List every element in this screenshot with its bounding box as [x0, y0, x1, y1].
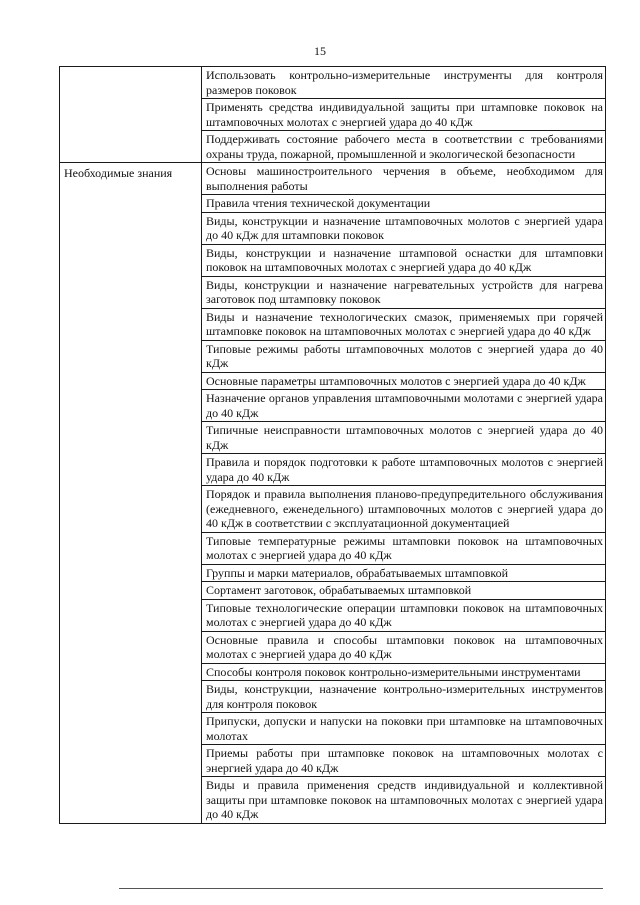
requirement-text: Порядок и правила выполнения планово-предупредительного обслуживания (ежедневного, еженедельного) штамповочных молотов с энергией удара до 40 кДж в соответствии с эксплуатационной документацией — [202, 486, 606, 533]
requirement-text: Основные параметры штамповочных молотов с энергией удара до 40 кДж — [202, 372, 606, 390]
row-group-label-empty — [60, 67, 202, 163]
requirement-text: Применять средства индивидуальной защиты при штамповке поковок на штамповочных молотах с энергией удара до 40 кДж — [202, 99, 606, 131]
requirement-text: Припуски, допуски и напуски на поковки при штамповке на штамповочных молотах — [202, 713, 606, 745]
requirement-text: Типичные неисправности штамповочных молотов с энергией удара до 40 кДж — [202, 422, 606, 454]
table-row — [60, 163, 606, 195]
requirement-text: Виды и назначение технологических смазок, применяемых при горячей штамповке поковок на штамповочных молотах с энергией удара до 40 кДж — [202, 308, 606, 340]
row-group-label: Необходимые знания — [60, 163, 202, 824]
requirement-text: Способы контроля поковок контрольно-измерительными инструментами — [202, 663, 606, 681]
bottom-rule — [119, 888, 603, 889]
requirement-text: Основные правила и способы штамповки поковок на штамповочных молотах с энергией удара до 40 кДж — [202, 631, 606, 663]
requirement-text: Виды, конструкции и назначение штамповой оснастки для штамповки поковок на штамповочных молотах с энергией удара до 40 кДж — [202, 244, 606, 276]
requirement-text: Использовать контрольно-измерительные инструменты для контроля размеров поковок — [202, 67, 606, 99]
requirement-text: Типовые режимы работы штамповочных молотов с энергией удара до 40 кДж — [202, 340, 606, 372]
requirement-text: Виды, конструкции и назначение нагревательных устройств для нагрева заготовок под штамповку поковок — [202, 276, 606, 308]
requirement-text: Приемы работы при штамповке поковок на штамповочных молотах с энергией удара до 40 кДж — [202, 745, 606, 777]
requirement-text: Группы и марки материалов, обрабатываемых штамповкой — [202, 564, 606, 582]
requirement-text: Поддерживать состояние рабочего места в соответствии с требованиями охраны труда, пожарной, промышленной и экологической безопасности — [202, 131, 606, 163]
requirement-text: Правила чтения технической документации — [202, 195, 606, 213]
requirement-text: Виды и правила применения средств индивидуальной и коллективной защиты при штамповке поковок на штамповочных молотах с энергией удара до 40 кДж — [202, 777, 606, 824]
requirement-text: Типовые технологические операции штамповки поковок на штамповочных молотах с энергией удара до 40 кДж — [202, 599, 606, 631]
requirement-text: Виды, конструкции, назначение контрольно-измерительных инструментов для контроля поковок — [202, 681, 606, 713]
requirement-text: Основы машиностроительного черчения в объеме, необходимом для выполнения работы — [202, 163, 606, 195]
page-number: 15 — [314, 44, 326, 58]
requirement-text: Виды, конструкции и назначение штамповочных молотов с энергией удара до 40 кДж для штамповки поковок — [202, 212, 606, 244]
requirements-table-body — [60, 67, 606, 824]
requirement-text: Назначение органов управления штамповочными молотами с энергией удара до 40 кДж — [202, 390, 606, 422]
requirement-text: Типовые температурные режимы штамповки поковок на штамповочных молотах с энергией удара до 40 кДж — [202, 532, 606, 564]
requirement-text: Правила и порядок подготовки к работе штамповочных молотов с энергией удара до 40 кДж — [202, 454, 606, 486]
table-row — [60, 67, 606, 99]
requirements-table — [59, 66, 606, 824]
requirement-text: Сортамент заготовок, обрабатываемых штамповкой — [202, 582, 606, 600]
